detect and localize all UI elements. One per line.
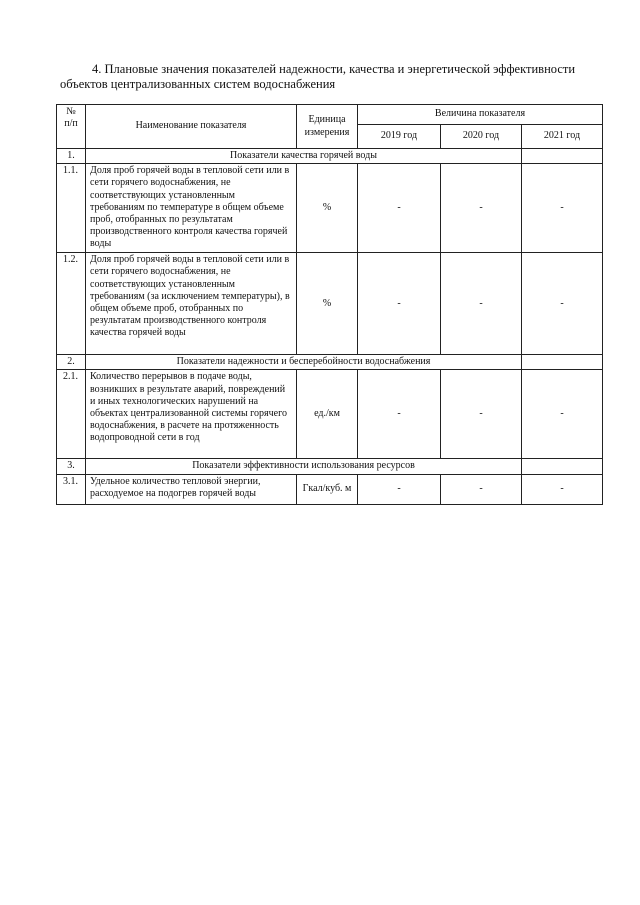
heading-line-2: объектов централизованных систем водоснабжения xyxy=(60,77,336,91)
value-2021: - xyxy=(522,370,603,459)
section-empty-cell xyxy=(522,459,603,474)
table-row xyxy=(57,370,603,459)
row-unit: % xyxy=(297,164,358,253)
section-row xyxy=(57,355,603,370)
table-row xyxy=(57,164,603,253)
row-num: 1.2. xyxy=(57,253,86,355)
row-unit: Гкал/куб. м xyxy=(297,474,358,504)
row-unit: ед./км xyxy=(297,370,358,459)
row-num: 1.1. xyxy=(57,164,86,253)
row-name: Доля проб горячей воды в тепловой сети или в сети горячего водоснабжения, не соответствующих установленным требованиям по температуре в общем объеме проб, отобранных по результатам производственного контроля качества горячей воды xyxy=(86,164,297,253)
indicators-table xyxy=(56,104,603,505)
section-num: 1. xyxy=(57,149,86,164)
table-row xyxy=(57,253,603,355)
section-num: 3. xyxy=(57,459,86,474)
section-row xyxy=(57,149,603,164)
value-2021: - xyxy=(522,164,603,253)
header-num: № п/п xyxy=(57,105,86,149)
value-2019: - xyxy=(358,164,441,253)
section-title: Показатели эффективности использования ресурсов xyxy=(86,459,522,474)
section-row xyxy=(57,459,603,474)
value-2020: - xyxy=(441,253,522,355)
value-2020: - xyxy=(441,370,522,459)
section-empty-cell xyxy=(522,149,603,164)
header-value-group: Величина показателя xyxy=(358,105,603,125)
row-name: Количество перерывов в подаче воды, возникших в результате аварий, повреждений и иных технологических нарушений на объектах централизованной системы горячего водоснабжения, в расчете на протяженность водопроводной сети в год xyxy=(86,370,297,459)
section-title: Показатели надежности и бесперебойности водоснабжения xyxy=(86,355,522,370)
page-heading xyxy=(60,62,600,92)
header-name: Наименование показателя xyxy=(86,105,297,149)
row-num: 2.1. xyxy=(57,370,86,459)
row-name: Удельное количество тепловой энергии, расходуемое на подогрев горячей воды xyxy=(86,474,297,504)
value-2020: - xyxy=(441,474,522,504)
header-year-2019: 2019 год xyxy=(358,125,441,149)
row-num: 3.1. xyxy=(57,474,86,504)
row-name: Доля проб горячей воды в тепловой сети или в сети горячего водоснабжения, не соответствующих установленным требованиям (за исключением температуры), в общем объеме проб, отобранных по результатам производственного контроля качества горячей воды xyxy=(86,253,297,355)
value-2019: - xyxy=(358,253,441,355)
section-num: 2. xyxy=(57,355,86,370)
header-year-2021: 2021 год xyxy=(522,125,603,149)
header-year-2020: 2020 год xyxy=(441,125,522,149)
value-2019: - xyxy=(358,370,441,459)
value-2020: - xyxy=(441,164,522,253)
row-unit: % xyxy=(297,253,358,355)
header-unit: Единица измерения xyxy=(297,105,358,149)
section-title: Показатели качества горячей воды xyxy=(86,149,522,164)
section-empty-cell xyxy=(522,355,603,370)
value-2019: - xyxy=(358,474,441,504)
value-2021: - xyxy=(522,474,603,504)
table-row xyxy=(57,474,603,504)
value-2021: - xyxy=(522,253,603,355)
heading-line-1: 4. Плановые значения показателей надежности, качества и энергетической эффективности xyxy=(92,62,576,76)
